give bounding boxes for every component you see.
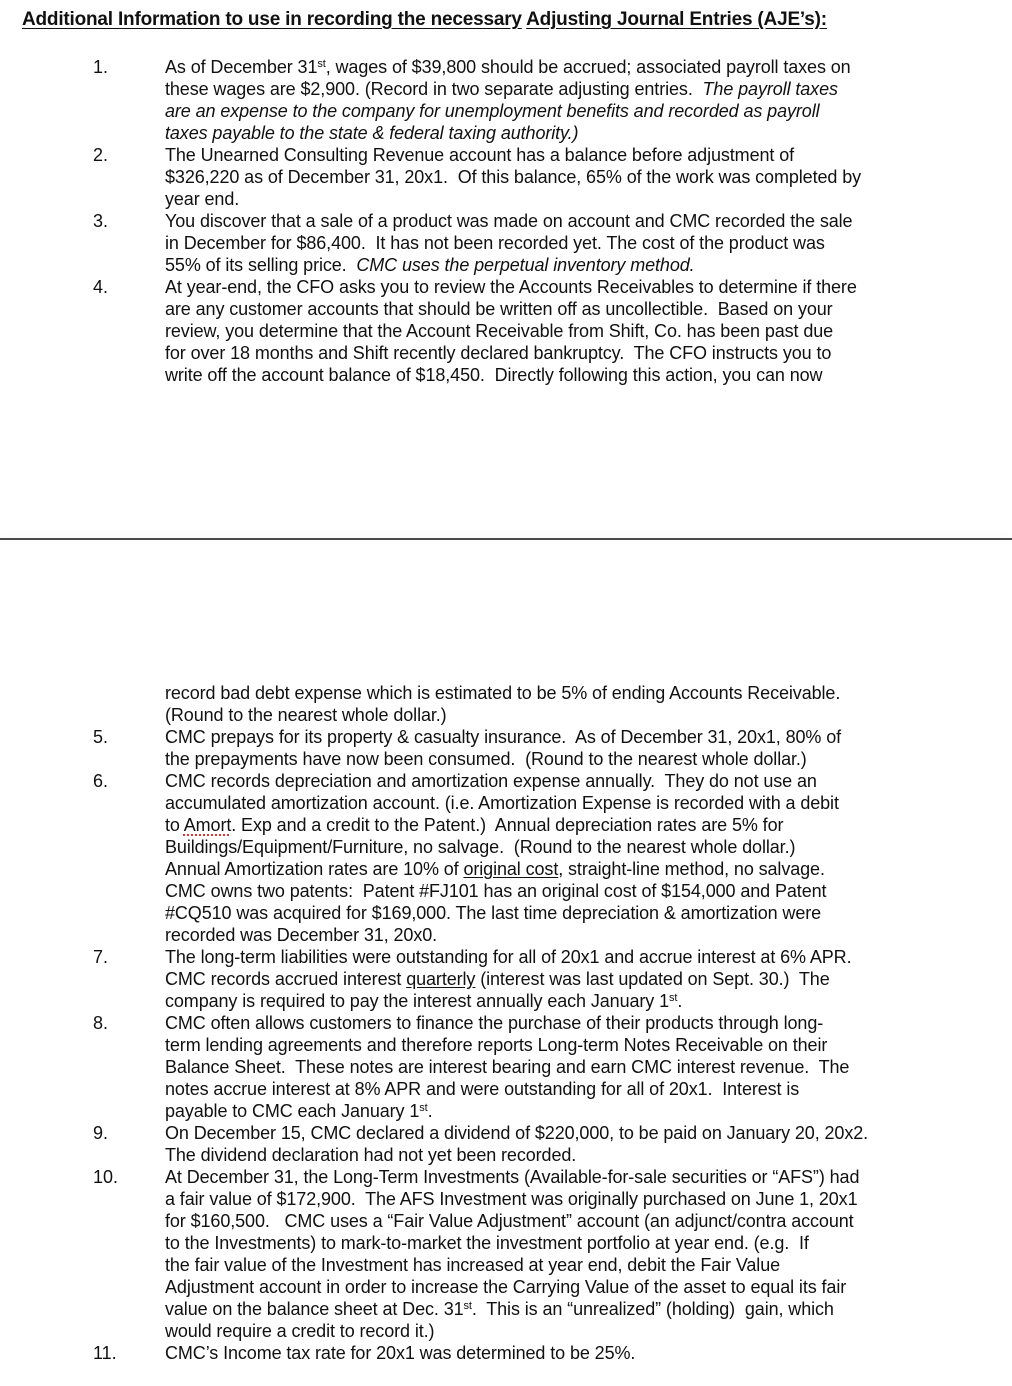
text-line xyxy=(165,1320,1012,1342)
superscript: st xyxy=(317,58,326,70)
text-segment: accumulated amortization account. (i.e. Amortization Expense is recorded with a debit xyxy=(165,793,839,813)
list-item xyxy=(0,682,1012,726)
list-item xyxy=(0,276,1012,386)
page-2-list xyxy=(0,682,1012,1364)
text-line xyxy=(165,320,1012,342)
text-line xyxy=(165,1122,1012,1144)
item-text xyxy=(165,276,1012,386)
item-number: 5. xyxy=(93,727,109,747)
text-segment: CMC records accrued interest xyxy=(165,969,407,989)
text-segment: term lending agreements and therefore reports Long-term Notes Receivable on their xyxy=(165,1035,828,1055)
text-segment: (Round to the nearest whole dollar.) xyxy=(165,705,447,725)
text-segment: for over 18 months and Shift recently declared bankruptcy. The CFO instructs you to xyxy=(165,343,832,363)
text-line xyxy=(165,144,1012,166)
text-segment: #CQ510 was acquired for $169,000. The last time depreciation & amortization were xyxy=(165,903,822,923)
text-segment: recorded was December 31, 20x0. xyxy=(165,925,438,945)
item-number: 11. xyxy=(93,1343,117,1363)
item-number: 8. xyxy=(93,1013,109,1033)
underlined-text: original cost xyxy=(463,859,559,879)
text-line xyxy=(165,1166,1012,1188)
text-line xyxy=(165,1078,1012,1100)
item-number: 4. xyxy=(93,277,109,297)
text-line xyxy=(165,1232,1012,1254)
text-segment: write off the account balance of $18,450. Directly following this action, you can now xyxy=(165,365,823,385)
item-number: 2. xyxy=(93,145,109,165)
text-line xyxy=(165,1298,1012,1320)
text-line xyxy=(165,254,1012,276)
list-item xyxy=(0,1342,1012,1364)
text-segment: review, you determine that the Account Receivable from Shift, Co. has been past due xyxy=(165,321,834,341)
text-line xyxy=(165,100,1012,122)
text-line xyxy=(165,1254,1012,1276)
text-line xyxy=(165,858,1012,880)
italic-text: The payroll taxes xyxy=(702,79,838,99)
text-segment: the prepayments have now been consumed. (Round to the nearest whole dollar.) xyxy=(165,749,807,769)
superscript: st xyxy=(669,992,678,1004)
item-text xyxy=(165,1342,1012,1364)
text-line xyxy=(165,836,1012,858)
text-line xyxy=(165,1100,1012,1122)
text-line xyxy=(165,726,1012,748)
item-text xyxy=(165,1012,1012,1122)
text-line xyxy=(165,1210,1012,1232)
text-segment: The Unearned Consulting Revenue account has a balance before adjustment of xyxy=(165,145,795,165)
text-segment: 55% of its selling price. xyxy=(165,255,357,275)
text-line xyxy=(165,946,1012,968)
text-line xyxy=(165,210,1012,232)
text-line xyxy=(165,166,1012,188)
italic-text: are an expense to the company for unemployment benefits and recorded as payroll xyxy=(165,101,820,121)
text-segment: the fair value of the Investment has increased at year end, debit the Fair Value xyxy=(165,1255,781,1275)
text-segment: $326,220 as of December 31, 20x1. Of this balance, 65% of the work was completed by xyxy=(165,167,862,187)
text-line xyxy=(165,682,1012,704)
text-line xyxy=(165,880,1012,902)
text-line xyxy=(165,792,1012,814)
heading-part-1: Additional Information to use in recording the necessary xyxy=(22,9,522,30)
page-1-list xyxy=(0,56,1012,386)
item-text xyxy=(165,210,1012,276)
text-line xyxy=(165,1144,1012,1166)
item-number: 7. xyxy=(93,947,109,967)
text-segment: payable to CMC each January 1 xyxy=(165,1101,420,1121)
list-item xyxy=(0,770,1012,946)
item-text xyxy=(165,682,1012,726)
text-segment: CMC’s Income tax rate for 20x1 was determined to be 25%. xyxy=(165,1343,636,1363)
text-segment: CMC records depreciation and amortization expense annually. They do not use an xyxy=(165,771,817,791)
item-text xyxy=(165,770,1012,946)
item-number: 3. xyxy=(93,211,109,231)
text-line xyxy=(165,1342,1012,1364)
spellcheck-flagged-word: Amort xyxy=(183,815,232,835)
text-segment: value on the balance sheet at Dec. 31 xyxy=(165,1299,464,1319)
text-segment: , wages of $39,800 should be accrued; associated payroll taxes on xyxy=(325,57,851,77)
item-text xyxy=(165,946,1012,1012)
text-segment: At year-end, the CFO asks you to review the Accounts Receivables to determine if there xyxy=(165,277,857,297)
text-line xyxy=(165,56,1012,78)
page-break-divider xyxy=(0,538,1012,540)
text-line xyxy=(165,1276,1012,1298)
text-segment: notes accrue interest at 8% APR and were outstanding for all of 20x1. Interest is xyxy=(165,1079,800,1099)
item-number: 9. xyxy=(93,1123,109,1143)
item-text xyxy=(165,144,1012,210)
text-line xyxy=(165,188,1012,210)
text-line xyxy=(165,364,1012,386)
item-number: 6. xyxy=(93,771,109,791)
text-line xyxy=(165,924,1012,946)
text-line xyxy=(165,232,1012,254)
text-segment: On December 15, CMC declared a dividend of $220,000, to be paid on January 20, 20x2. xyxy=(165,1123,869,1143)
item-text xyxy=(165,726,1012,770)
text-segment: The dividend declaration had not yet been recorded. xyxy=(165,1145,577,1165)
list-item xyxy=(0,210,1012,276)
item-number: 10. xyxy=(93,1167,119,1187)
item-text xyxy=(165,1166,1012,1342)
text-segment: Adjustment account in order to increase the Carrying Value of the asset to equal its fair xyxy=(165,1277,847,1297)
text-segment: would require a credit to record it.) xyxy=(165,1321,435,1341)
text-line xyxy=(165,122,1012,144)
text-segment: Balance Sheet. These notes are interest bearing and earn CMC interest revenue. The xyxy=(165,1057,850,1077)
superscript: st xyxy=(463,1300,472,1312)
document-heading xyxy=(22,9,827,31)
text-segment: CMC owns two patents: Patent #FJ101 has an original cost of $154,000 and Patent xyxy=(165,881,827,901)
text-segment: . This is an “unrealized” (holding) gain, which xyxy=(471,1299,834,1319)
italic-text: CMC uses the perpetual inventory method. xyxy=(356,255,695,275)
text-line xyxy=(165,1188,1012,1210)
text-segment: CMC prepays for its property & casualty insurance. As of December 31, 20x1, 80% of xyxy=(165,727,842,747)
list-item xyxy=(0,1122,1012,1166)
text-segment: . xyxy=(427,1101,433,1121)
text-line xyxy=(165,1034,1012,1056)
heading-part-2: Adjusting Journal Entries (AJE’s): xyxy=(526,9,827,30)
underlined-text: quarterly xyxy=(406,969,476,989)
text-line xyxy=(165,968,1012,990)
text-line xyxy=(165,276,1012,298)
text-line xyxy=(165,78,1012,100)
italic-text: taxes payable to the state & federal taxing authority.) xyxy=(165,123,579,143)
text-segment: The long-term liabilities were outstanding for all of 20x1 and accrue interest at 6% APR. xyxy=(165,947,852,967)
text-line xyxy=(165,814,1012,836)
text-segment: a fair value of $172,900. The AFS Investment was originally purchased on June 1, 20x1 xyxy=(165,1189,858,1209)
text-segment: CMC often allows customers to finance the purchase of their products through long- xyxy=(165,1013,824,1033)
text-line xyxy=(165,990,1012,1012)
list-item xyxy=(0,1166,1012,1342)
item-text xyxy=(165,56,1012,144)
text-line xyxy=(165,770,1012,792)
text-segment: in December for $86,400. It has not been recorded yet. The cost of the product was xyxy=(165,233,825,253)
text-segment: , straight-line method, no salvage. xyxy=(558,859,825,879)
text-segment: (interest was last updated on Sept. 30.) The xyxy=(475,969,830,989)
list-item xyxy=(0,946,1012,1012)
text-segment: these wages are $2,900. (Record in two separate adjusting entries. xyxy=(165,79,703,99)
text-segment: are any customer accounts that should be written off as uncollectible. Based on your xyxy=(165,299,833,319)
item-text xyxy=(165,1122,1012,1166)
text-segment: year end. xyxy=(165,189,240,209)
text-segment: to xyxy=(165,815,184,835)
text-segment: Annual Amortization rates are 10% of xyxy=(165,859,464,879)
list-item xyxy=(0,1012,1012,1122)
list-item xyxy=(0,56,1012,144)
superscript: st xyxy=(419,1102,428,1114)
text-line xyxy=(165,342,1012,364)
text-line xyxy=(165,1012,1012,1034)
text-line xyxy=(165,902,1012,924)
text-segment: to the Investments) to mark-to-market the investment portfolio at year end. (e.g. If xyxy=(165,1233,809,1253)
text-segment: company is required to pay the interest annually each January 1 xyxy=(165,991,670,1011)
list-item xyxy=(0,144,1012,210)
text-line xyxy=(165,298,1012,320)
text-segment: You discover that a sale of a product was made on account and CMC recorded the sale xyxy=(165,211,853,231)
text-segment: for $160,500. CMC uses a “Fair Value Adjustment” account (an adjunct/contra account xyxy=(165,1211,854,1231)
text-line xyxy=(165,748,1012,770)
text-segment: Buildings/Equipment/Furniture, no salvage. (Round to the nearest whole dollar.) xyxy=(165,837,796,857)
text-line xyxy=(165,704,1012,726)
text-segment: As of December 31 xyxy=(165,57,318,77)
list-item xyxy=(0,726,1012,770)
text-line xyxy=(165,1056,1012,1078)
text-segment: At December 31, the Long-Term Investments (Available-for-sale securities or “AFS”) had xyxy=(165,1167,860,1187)
text-segment: . Exp and a credit to the Patent.) Annual depreciation rates are 5% for xyxy=(231,815,784,835)
item-number: 1. xyxy=(93,57,109,77)
text-segment: . xyxy=(677,991,683,1011)
text-segment: record bad debt expense which is estimated to be 5% of ending Accounts Receivable. xyxy=(165,683,841,703)
